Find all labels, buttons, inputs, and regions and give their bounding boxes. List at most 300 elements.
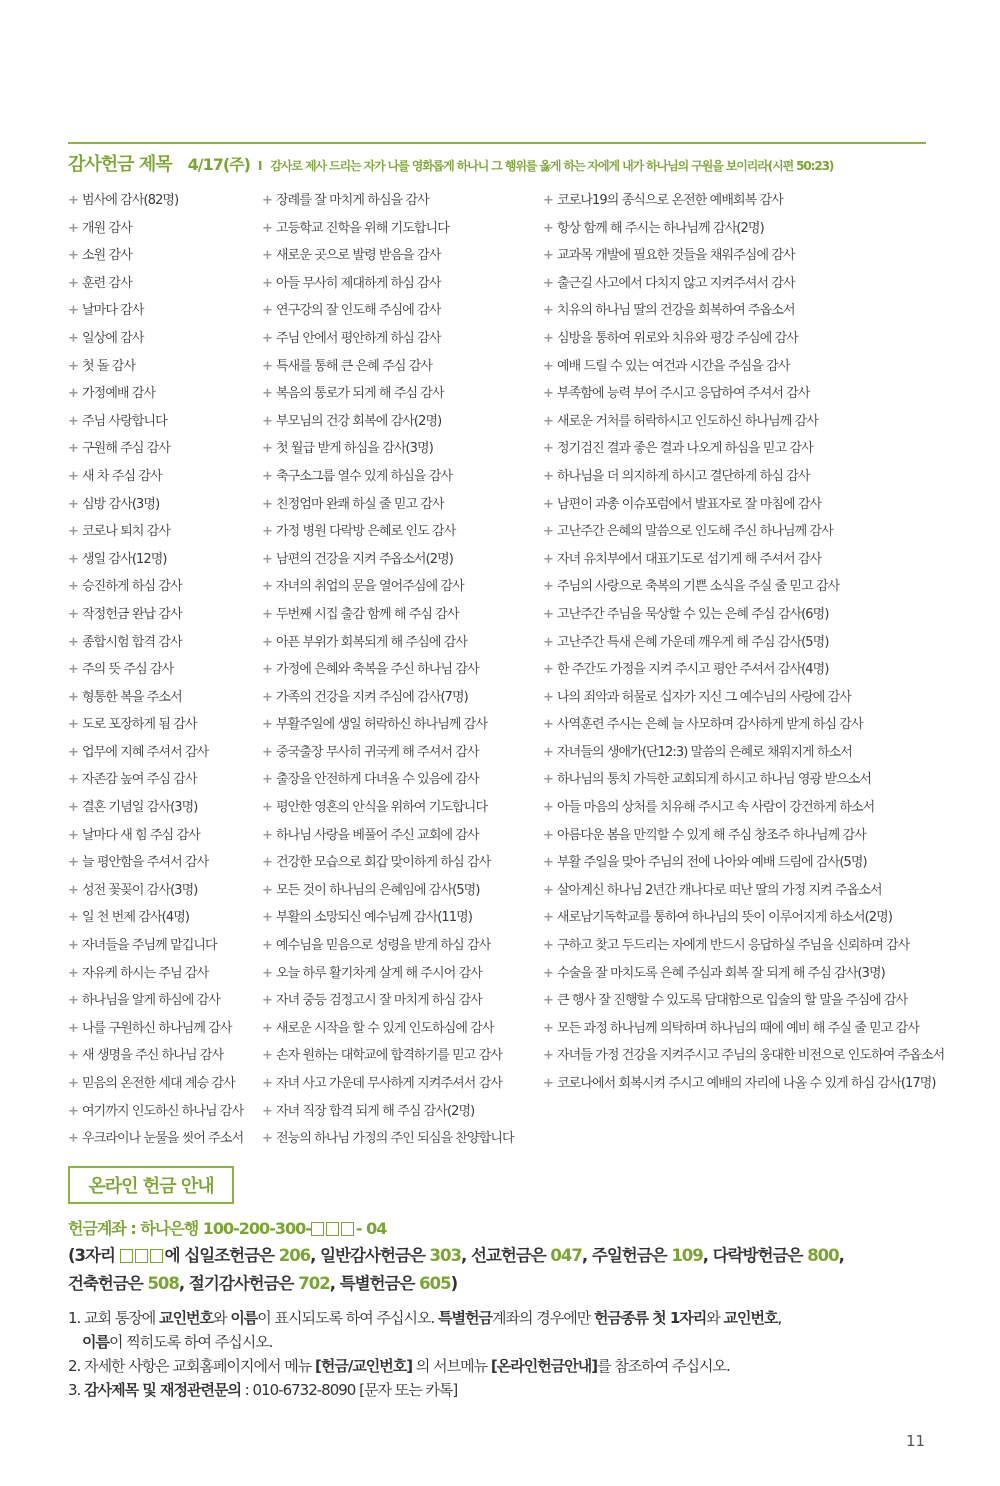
code-daracbang: 800 xyxy=(807,1246,839,1265)
thanks-item xyxy=(543,739,963,767)
thanks-item-text: 구하고 찾고 두드리는 자에게 반드시 응답하실 주님을 신뢰하며 감사 xyxy=(557,938,910,954)
thanks-item xyxy=(68,242,258,270)
thanks-item xyxy=(68,325,258,353)
thanks-item-text: 주의 뜻 주심 감사 xyxy=(82,662,174,678)
codes-text: 건축헌금은 xyxy=(68,1274,148,1293)
thanks-item-text: 나의 죄악과 허물로 십자가 지신 그 예수님의 사랑에 감사 xyxy=(557,689,851,705)
note-text: 의 서브메뉴 xyxy=(412,1357,491,1375)
thanks-item xyxy=(543,877,963,905)
thanks-item-text: 여기까지 인도하신 하나님 감사 xyxy=(82,1103,244,1119)
plus-icon: + xyxy=(262,744,272,760)
plus-icon: + xyxy=(68,1103,78,1119)
thanks-item xyxy=(543,325,963,353)
thanks-item-text: 자녀 중등 검정고시 잘 마치게 하심 감사 xyxy=(276,993,482,1009)
plus-icon: + xyxy=(68,441,78,457)
thanks-item-text: 하나님을 더 의지하게 하시고 결단하게 하심 감사 xyxy=(557,468,810,484)
thanks-item-text: 부활주일에 생일 허락하신 하나님께 감사 xyxy=(276,717,488,733)
thanks-item xyxy=(262,904,540,932)
thanks-item xyxy=(68,518,258,546)
thanks-item-text: 아들 무사히 제대하게 하심 감사 xyxy=(276,275,441,291)
thanks-item-text: 부모님의 건강 회복에 감사(2명) xyxy=(276,413,442,429)
plus-icon: + xyxy=(262,800,272,816)
thanks-column-2 xyxy=(262,187,540,1153)
plus-icon: + xyxy=(68,938,78,954)
thanks-item xyxy=(543,629,963,657)
thanks-item xyxy=(543,1042,963,1070)
plus-icon: + xyxy=(543,689,553,705)
thanks-item xyxy=(262,822,540,850)
plus-icon: + xyxy=(262,965,272,981)
plus-icon: + xyxy=(543,551,553,567)
plus-icon: + xyxy=(68,1131,78,1147)
thanks-item-text: 자존감 높여 주심 감사 xyxy=(82,772,197,788)
plus-icon: + xyxy=(262,689,272,705)
thanks-item xyxy=(262,987,540,1015)
thanks-item xyxy=(543,573,963,601)
codes-text: , 특별헌금은 xyxy=(329,1274,420,1293)
thanks-item-text: 첫 월급 받게 하심을 감사(3명) xyxy=(276,441,433,457)
codes-text: , xyxy=(838,1246,844,1265)
thanks-item-text: 믿음의 온전한 세대 계승 감사 xyxy=(82,1076,235,1091)
notes-list xyxy=(68,1306,781,1402)
code-season-thanks: 702 xyxy=(298,1274,330,1293)
thanks-item-text: 큰 행사 잘 진행할 수 있도록 담대함으로 입술의 할 말을 주심에 감사 xyxy=(557,993,908,1009)
thanks-item-text: 새 생명을 주신 하나님 감사 xyxy=(82,1048,224,1064)
online-offering-title: 온라인 헌금 안내 xyxy=(88,1176,214,1197)
thanks-item-text: 남편이 과총 이슈포럼에서 발표자로 잘 마침에 감사 xyxy=(557,496,822,512)
thanks-item-text: 한 주간도 가정을 지켜 주시고 평안 주셔서 감사(4명) xyxy=(557,662,829,678)
plus-icon: + xyxy=(262,330,272,346)
plus-icon: + xyxy=(68,662,78,678)
thanks-item-text: 중국출장 무사히 귀국케 해 주셔서 감사 xyxy=(276,744,479,760)
thanks-item xyxy=(68,408,258,436)
thanks-item xyxy=(262,297,540,325)
online-offering-box xyxy=(68,1166,234,1204)
plus-icon: + xyxy=(262,524,272,540)
thanks-item-text: 장례를 잘 마치게 하심을 감사 xyxy=(276,193,429,208)
thanks-item-text: 건강한 모습으로 회갑 맞이하게 하심 감사 xyxy=(276,855,491,871)
thanks-item-text: 예수님을 믿음으로 성령을 받게 하심 감사 xyxy=(276,938,491,954)
plus-icon: + xyxy=(262,468,272,484)
thanks-item xyxy=(262,187,540,215)
plus-icon: + xyxy=(262,717,272,733)
plus-icon: + xyxy=(543,386,553,402)
plus-icon: + xyxy=(262,606,272,622)
plus-icon: + xyxy=(68,248,78,264)
thanks-item xyxy=(68,932,258,960)
plus-icon: + xyxy=(68,579,78,595)
plus-icon: + xyxy=(262,193,272,208)
thanks-item-text: 부활 주일을 맞아 주님의 전에 나아와 예배 드림에 감사(5명) xyxy=(557,855,867,871)
plus-icon: + xyxy=(543,1020,553,1036)
code-mission: 047 xyxy=(550,1246,582,1265)
thanks-item-text: 형통한 복을 주소서 xyxy=(82,689,182,705)
plus-icon: + xyxy=(543,275,553,291)
note-text: 1. 교회 통장에 xyxy=(68,1309,160,1327)
thanks-item-text: 결혼 기념일 감사(3명) xyxy=(82,800,198,816)
plus-icon: + xyxy=(68,1048,78,1064)
thanks-item-text: 고난주간 은혜의 말씀으로 인도해 주신 하나님께 감사 xyxy=(557,524,833,540)
thanks-item xyxy=(543,187,963,215)
codes-text: , 다락방헌금은 xyxy=(702,1246,808,1265)
plus-icon: + xyxy=(543,193,553,208)
note-bold: 이름 xyxy=(82,1333,109,1351)
thanks-item xyxy=(262,573,540,601)
thanks-item-text: 자녀들 가정 건강을 지켜주시고 주님의 웅대한 비전으로 인도하여 주옵소서 xyxy=(557,1048,945,1064)
plus-icon: + xyxy=(262,579,272,595)
thanks-item-text: 우크라이나 눈물을 씻어 주소서 xyxy=(82,1131,244,1147)
plus-icon: + xyxy=(543,248,553,264)
thanks-item-text: 출근길 사고에서 다치지 않고 지켜주셔서 감사 xyxy=(557,275,795,291)
code-special: 605 xyxy=(419,1274,451,1293)
thanks-item xyxy=(262,877,540,905)
plus-icon: + xyxy=(262,634,272,650)
thanks-item-text: 살아계신 하나님 2년간 캐나다로 떠난 딸의 가정 지켜 주옵소서 xyxy=(557,882,882,898)
thanks-item xyxy=(68,491,258,519)
thanks-item-text: 가정예배 감사 xyxy=(82,386,156,402)
thanks-item-text: 손자 원하는 대학교에 합격하기를 믿고 감사 xyxy=(276,1048,503,1064)
thanks-item-text: 주님의 사랑으로 축복의 기쁜 소식을 주실 줄 믿고 감사 xyxy=(557,579,840,595)
thanks-item xyxy=(262,849,540,877)
thanks-item-text: 새로운 곳으로 발령 받음을 감사 xyxy=(276,248,441,264)
code-thanks: 303 xyxy=(429,1246,461,1265)
thanks-item-text: 치유의 하나님 딸의 건강을 회복하여 주옵소서 xyxy=(557,303,795,319)
plus-icon: + xyxy=(68,717,78,733)
thanks-item xyxy=(68,380,258,408)
thanks-item xyxy=(543,491,963,519)
thanks-item xyxy=(543,518,963,546)
note-bold: 교인번호 xyxy=(159,1309,214,1327)
codes-line-1 xyxy=(68,1242,844,1266)
plus-icon: + xyxy=(543,965,553,981)
plus-icon: + xyxy=(543,1076,553,1091)
plus-icon: + xyxy=(68,193,78,208)
plus-icon: + xyxy=(543,303,553,319)
plus-icon: + xyxy=(68,1076,78,1091)
thanks-item-text: 일상에 감사 xyxy=(82,330,144,346)
plus-icon: + xyxy=(543,468,553,484)
thanks-item xyxy=(543,408,963,436)
plus-icon: + xyxy=(68,772,78,788)
note-text: 계좌의 경우에만 xyxy=(492,1309,594,1327)
thanks-item-text: 특새를 통해 큰 은혜 주심 감사 xyxy=(276,358,433,374)
plus-icon: + xyxy=(543,910,553,926)
codes-text: ) xyxy=(450,1274,458,1293)
thanks-item xyxy=(262,932,540,960)
plus-icon: + xyxy=(68,524,78,540)
plus-icon: + xyxy=(262,551,272,567)
thanks-item xyxy=(262,1015,540,1043)
header-separator: I xyxy=(257,159,263,173)
blank-box xyxy=(120,1249,133,1263)
plus-icon: + xyxy=(543,413,553,429)
plus-icon: + xyxy=(262,275,272,291)
thanks-item xyxy=(68,794,258,822)
plus-icon: + xyxy=(543,827,553,843)
thanks-item xyxy=(262,215,540,243)
plus-icon: + xyxy=(262,496,272,512)
thanks-item-text: 출장을 안전하게 다녀올 수 있음에 감사 xyxy=(276,772,479,788)
plus-icon: + xyxy=(68,468,78,484)
thanks-item xyxy=(262,794,540,822)
thanks-item-text: 부활의 소망되신 예수님께 감사(11명) xyxy=(276,910,472,926)
account-label: 헌금계좌 : 하나은행 100-200-300- xyxy=(68,1219,311,1238)
plus-icon: + xyxy=(68,882,78,898)
plus-icon: + xyxy=(543,717,553,733)
plus-icon: + xyxy=(262,910,272,926)
thanks-item-text: 자녀의 취업의 문을 열어주심에 감사 xyxy=(276,579,464,595)
thanks-item-text: 전능의 하나님 가정의 주인 되심을 찬양합니다 xyxy=(276,1131,514,1147)
note-text: 와 xyxy=(706,1309,724,1327)
plus-icon: + xyxy=(262,358,272,374)
thanks-item-text: 개원 감사 xyxy=(82,220,132,236)
plus-icon: + xyxy=(68,303,78,319)
thanks-item xyxy=(262,380,540,408)
thanks-item-text: 성전 꽃꽂이 감사(3명) xyxy=(82,882,198,898)
thanks-item-text: 주님 안에서 평안하게 하심 감사 xyxy=(276,330,441,346)
thanks-item xyxy=(262,270,540,298)
plus-icon: + xyxy=(262,855,272,871)
plus-icon: + xyxy=(543,606,553,622)
plus-icon: + xyxy=(68,910,78,926)
section-date: 4/17(주) xyxy=(187,155,250,174)
thanks-column-3 xyxy=(543,187,963,1098)
thanks-item-text: 축구소그룹 열수 있게 하심을 감사 xyxy=(276,468,453,484)
plus-icon: + xyxy=(543,882,553,898)
note-bold: 헌금종류 첫 1자리 xyxy=(593,1309,707,1327)
note-bold: [온라인헌금안내] xyxy=(490,1357,598,1375)
thanks-item-text: 새로남기독학교를 통하여 하나님의 뜻이 이루어지게 하소서(2명) xyxy=(557,910,892,926)
thanks-item-text: 일 천 번제 감사(4명) xyxy=(82,910,190,926)
plus-icon: + xyxy=(262,993,272,1009)
thanks-item xyxy=(262,518,540,546)
thanks-item-text: 가족의 건강을 지켜 주심에 감사(7명) xyxy=(276,689,468,705)
plus-icon: + xyxy=(543,579,553,595)
plus-icon: + xyxy=(68,1020,78,1036)
thanks-item-text: 아픈 부위가 회복되게 해 주심에 감사 xyxy=(276,634,468,650)
plus-icon: + xyxy=(543,772,553,788)
thanks-item xyxy=(68,435,258,463)
code-tithe: 206 xyxy=(278,1246,311,1265)
plus-icon: + xyxy=(262,248,272,264)
plus-icon: + xyxy=(262,220,272,236)
note-text: 3. xyxy=(68,1381,85,1399)
thanks-item xyxy=(68,877,258,905)
thanks-item-text: 작정헌금 완납 감사 xyxy=(82,606,182,622)
thanks-item xyxy=(262,656,540,684)
thanks-item xyxy=(543,987,963,1015)
plus-icon: + xyxy=(543,662,553,678)
codes-prefix: (3자리 xyxy=(68,1246,120,1265)
thanks-item xyxy=(543,656,963,684)
blank-box xyxy=(326,1222,339,1236)
plus-icon: + xyxy=(68,220,78,236)
note-text: 와 xyxy=(213,1309,231,1327)
thanks-item-text: 구원해 주심 감사 xyxy=(82,441,171,457)
thanks-item xyxy=(262,546,540,574)
plus-icon: + xyxy=(68,689,78,705)
thanks-item-text: 코로나에서 회복시켜 주시고 예배의 자리에 나올 수 있게 하심 감사(17명) xyxy=(557,1076,936,1091)
plus-icon: + xyxy=(68,496,78,512)
code-sunday: 109 xyxy=(671,1246,703,1265)
note-1-cont xyxy=(68,1330,781,1354)
thanks-item xyxy=(262,711,540,739)
plus-icon: + xyxy=(68,634,78,650)
thanks-item-text: 첫 돌 감사 xyxy=(82,358,136,374)
plus-icon: + xyxy=(68,993,78,1009)
plus-icon: + xyxy=(543,800,553,816)
thanks-item xyxy=(262,766,540,794)
thanks-item-text: 승진하게 하심 감사 xyxy=(82,579,182,595)
thanks-item xyxy=(543,794,963,822)
plus-icon: + xyxy=(262,662,272,678)
plus-icon: + xyxy=(262,303,272,319)
thanks-item xyxy=(68,601,258,629)
thanks-item xyxy=(262,629,540,657)
blank-box xyxy=(150,1249,163,1263)
thanks-item xyxy=(262,408,540,436)
plus-icon: + xyxy=(68,855,78,871)
note-1 xyxy=(68,1306,781,1330)
plus-icon: + xyxy=(262,386,272,402)
thanks-item xyxy=(262,463,540,491)
thanks-item xyxy=(68,187,258,215)
section-title: 감사헌금 제목 xyxy=(68,154,172,175)
thanks-item xyxy=(68,711,258,739)
plus-icon: + xyxy=(68,744,78,760)
thanks-item xyxy=(543,1015,963,1043)
blank-box xyxy=(311,1222,324,1236)
note-bold: 교인번호 xyxy=(723,1309,778,1327)
thanks-item-text: 훈련 감사 xyxy=(82,275,132,291)
plus-icon: + xyxy=(543,744,553,760)
thanks-item xyxy=(543,960,963,988)
account-tail: - 04 xyxy=(355,1219,387,1238)
plus-icon: + xyxy=(68,275,78,291)
section-header xyxy=(68,150,948,180)
thanks-item xyxy=(262,1070,540,1098)
thanks-item xyxy=(543,270,963,298)
plus-icon: + xyxy=(543,938,553,954)
codes-text: 에 십일조헌금은 xyxy=(164,1246,279,1265)
thanks-item xyxy=(543,297,963,325)
note-3 xyxy=(68,1378,781,1402)
thanks-item xyxy=(543,601,963,629)
thanks-item-text: 하나님 사랑을 베풀어 주신 교회에 감사 xyxy=(276,827,479,843)
plus-icon: + xyxy=(543,1048,553,1064)
thanks-item xyxy=(543,546,963,574)
thanks-item-text: 아름다운 봄을 만끽할 수 있게 해 주심 창조주 하나님께 감사 xyxy=(557,827,866,843)
note-bold: 이름 xyxy=(230,1309,258,1327)
thanks-item xyxy=(68,987,258,1015)
thanks-item-text: 하나님의 통치 가득한 교회되게 하시고 하나님 영광 받으소서 xyxy=(557,772,872,788)
thanks-item xyxy=(68,270,258,298)
thanks-item-text: 자녀 사고 가운데 무사하게 지켜주셔서 감사 xyxy=(276,1076,503,1091)
thanks-item-text: 고등학교 진학을 위해 기도합니다 xyxy=(276,220,449,236)
thanks-item xyxy=(68,1042,258,1070)
thanks-item xyxy=(262,684,540,712)
thanks-item-text: 늘 평안함을 주셔서 감사 xyxy=(82,855,209,871)
thanks-item-text: 생일 감사(12명) xyxy=(82,551,167,567)
note-2 xyxy=(68,1354,781,1378)
codes-line-2 xyxy=(68,1270,457,1294)
codes-text: , 주일헌금은 xyxy=(581,1246,672,1265)
codes-text: , 선교헌금은 xyxy=(460,1246,551,1265)
thanks-item xyxy=(543,435,963,463)
plus-icon: + xyxy=(68,551,78,567)
note-text: , xyxy=(777,1309,782,1327)
note-bold: 감사제목 및 재정관련문의 xyxy=(84,1381,241,1399)
plus-icon: + xyxy=(262,938,272,954)
thanks-item xyxy=(68,1070,258,1098)
thanks-item xyxy=(543,766,963,794)
thanks-item-text: 자녀 직장 합격 되게 해 주심 감사(2명) xyxy=(276,1103,475,1119)
thanks-item xyxy=(543,1070,963,1098)
plus-icon: + xyxy=(262,441,272,457)
plus-icon: + xyxy=(262,1048,272,1064)
thanks-item xyxy=(68,1125,258,1153)
thanks-item-text: 자녀들을 주님께 맡깁니다 xyxy=(82,938,217,954)
plus-icon: + xyxy=(543,855,553,871)
thanks-item xyxy=(68,849,258,877)
thanks-item xyxy=(68,353,258,381)
thanks-item-text: 정기검진 결과 좋은 결과 나오게 하심을 믿고 감사 xyxy=(557,441,813,457)
thanks-item-text: 모든 과정 하나님께 의탁하며 하나님의 때에 예비 해 주실 줄 믿고 감사 xyxy=(557,1020,919,1036)
plus-icon: + xyxy=(68,358,78,374)
thanks-item-text: 평안한 영혼의 안식을 위하여 기도합니다 xyxy=(276,800,488,816)
plus-icon: + xyxy=(262,1020,272,1036)
thanks-item-text: 연구강의 잘 인도해 주심에 감사 xyxy=(276,303,441,319)
thanks-item xyxy=(68,1098,258,1126)
thanks-item xyxy=(262,1042,540,1070)
thanks-item xyxy=(68,1015,258,1043)
codes-text: , 절기감사헌금은 xyxy=(178,1274,299,1293)
note-text: 를 참조하여 주십시오. xyxy=(597,1357,730,1375)
plus-icon: + xyxy=(543,634,553,650)
thanks-item-text: 소원 감사 xyxy=(82,248,132,264)
thanks-item-text: 심방을 통하여 위로와 치유와 평강 주심에 감사 xyxy=(557,330,798,346)
thanks-item-text: 도로 포장하게 됨 감사 xyxy=(82,717,197,733)
thanks-item-text: 범사에 감사(82명) xyxy=(82,193,179,208)
thanks-item xyxy=(262,242,540,270)
plus-icon: + xyxy=(262,1103,272,1119)
blank-box xyxy=(135,1249,148,1263)
plus-icon: + xyxy=(68,965,78,981)
thanks-column-1 xyxy=(68,187,258,1153)
thanks-item-text: 모든 것이 하나님의 은혜임에 감사(5명) xyxy=(276,882,480,898)
thanks-item xyxy=(262,435,540,463)
thanks-item xyxy=(68,546,258,574)
plus-icon: + xyxy=(543,496,553,512)
codes-text: , 일반감사헌금은 xyxy=(310,1246,430,1265)
thanks-item xyxy=(543,684,963,712)
thanks-item-text: 두번째 시집 출감 함께 해 주심 감사 xyxy=(276,606,459,622)
thanks-item xyxy=(543,242,963,270)
thanks-item-text: 교과목 개발에 필요한 것들을 채워주심에 감사 xyxy=(557,248,795,264)
plus-icon: + xyxy=(68,413,78,429)
thanks-item-text: 아들 마음의 상처를 치유해 주시고 속 사람이 강건하게 하소서 xyxy=(557,800,875,816)
thanks-item-text: 수술을 잘 마치도록 은혜 주심과 회복 잘 되게 해 주심 감사(3명) xyxy=(557,965,885,981)
thanks-item-text: 코로나 퇴치 감사 xyxy=(82,524,171,540)
thanks-item-text: 날마다 새 힘 주심 감사 xyxy=(82,827,200,843)
thanks-item xyxy=(262,1125,540,1153)
header-rule xyxy=(68,142,926,144)
thanks-item xyxy=(543,849,963,877)
header-verse: 감사로 제사 드리는 자가 나를 영화롭게 하나니 그 행위를 옳게 하는 자에게 내가 하나님의 구원을 보이리라(시편 50:23) xyxy=(270,159,834,173)
thanks-item-text: 오늘 하루 활기차게 살게 해 주시어 감사 xyxy=(276,965,482,981)
thanks-item-text: 새로운 거처를 허락하시고 인도하신 하나님께 감사 xyxy=(557,413,818,429)
thanks-item-text: 업무에 지혜 주셔서 감사 xyxy=(82,744,209,760)
